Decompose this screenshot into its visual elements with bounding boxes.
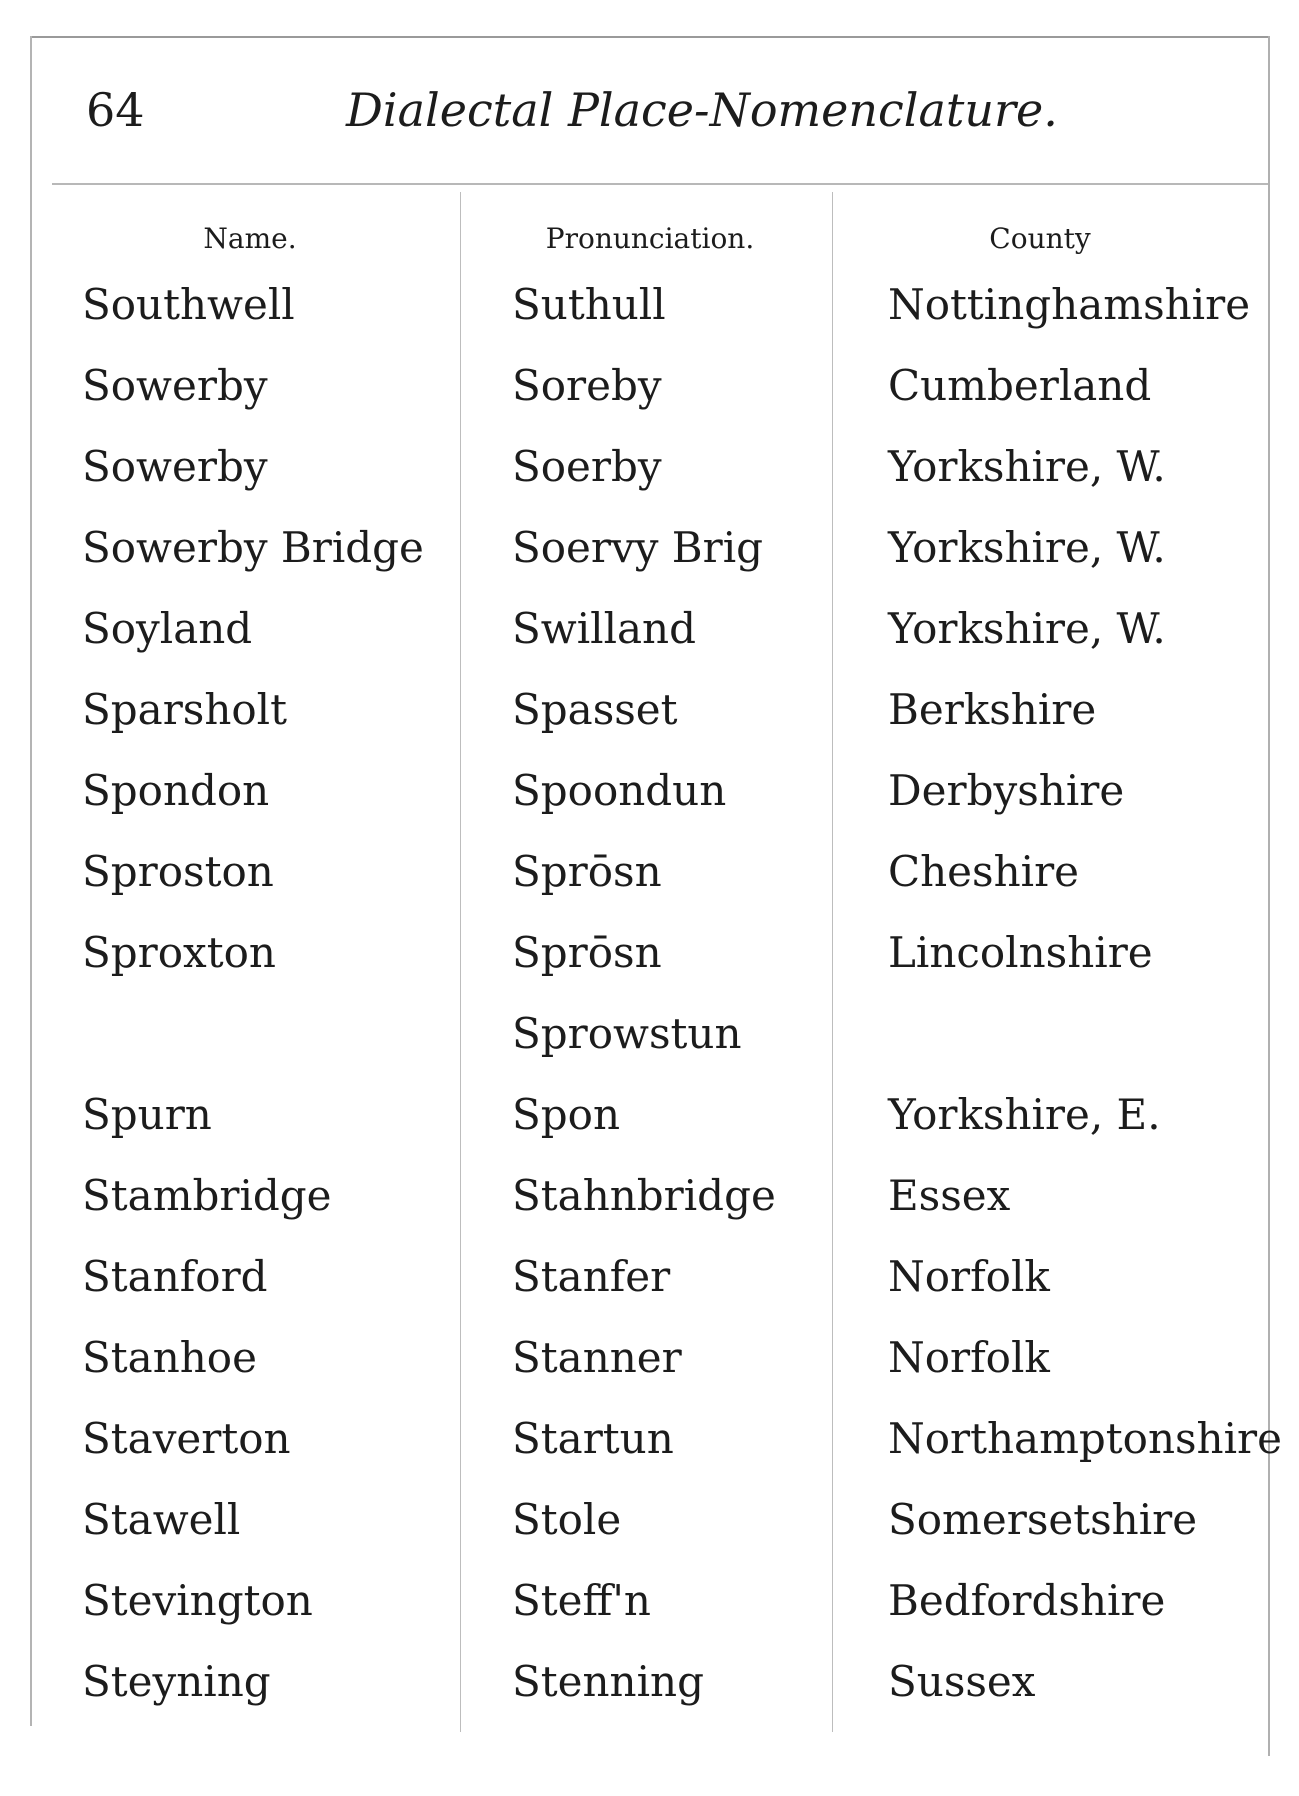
- county-cell: Essex: [888, 1171, 1011, 1220]
- column-header-county: County: [989, 222, 1091, 255]
- county-cell: Nottinghamshire: [888, 280, 1251, 329]
- table-row: [0, 357, 1299, 438]
- pronunciation-cell: Sprōsn: [512, 847, 662, 896]
- county-cell: Norfolk: [888, 1333, 1050, 1382]
- column-header-pronunciation: Pronunciation.: [545, 222, 755, 255]
- place-name-cell: Staverton: [82, 1414, 291, 1463]
- place-name-cell: Sproston: [82, 847, 274, 896]
- place-name-cell: Stanford: [82, 1252, 268, 1301]
- pronunciation-cell: Stole: [512, 1495, 622, 1544]
- table-row: [0, 843, 1299, 924]
- table-row: [0, 1329, 1299, 1410]
- place-name-cell: Spurn: [82, 1090, 212, 1139]
- place-name-cell: Stawell: [82, 1495, 241, 1544]
- pronunciation-cell: Stahnbridge: [512, 1171, 776, 1220]
- pronunciation-cell: Soreby: [512, 361, 662, 410]
- table-row: [0, 1410, 1299, 1491]
- table-row: [0, 1005, 1299, 1086]
- pronunciation-cell: Soervy Brig: [512, 523, 764, 572]
- pronunciation-cell: Sprōsn: [512, 928, 662, 977]
- place-name-cell: Sowerby Bridge: [82, 523, 424, 572]
- pronunciation-cell: Spasset: [512, 685, 678, 734]
- place-name-cell: Spondon: [82, 766, 270, 815]
- pronunciation-cell: Startun: [512, 1414, 674, 1463]
- county-cell: Bedfordshire: [888, 1576, 1166, 1625]
- place-name-table: [0, 276, 1299, 1734]
- county-cell: Yorkshire, W.: [888, 604, 1166, 653]
- place-name-cell: Stambridge: [82, 1171, 332, 1220]
- table-row: [0, 1248, 1299, 1329]
- place-name-cell: Stevington: [82, 1576, 313, 1625]
- table-row: [0, 681, 1299, 762]
- table-row: [0, 600, 1299, 681]
- place-name-cell: Sowerby: [82, 442, 268, 491]
- table-row: [0, 1491, 1299, 1572]
- county-cell: Northamptonshire: [888, 1414, 1282, 1463]
- pronunciation-cell: Stenning: [512, 1657, 704, 1706]
- county-cell: Yorkshire, W.: [888, 523, 1166, 572]
- table-row: [0, 1086, 1299, 1167]
- place-name-cell: Steyning: [82, 1657, 271, 1706]
- pronunciation-cell: Stanner: [512, 1333, 682, 1382]
- table-row: [0, 762, 1299, 843]
- county-cell: Somersetshire: [888, 1495, 1198, 1544]
- county-cell: Yorkshire, W.: [888, 442, 1166, 491]
- place-name-cell: Soyland: [82, 604, 253, 653]
- page-number: 64: [86, 83, 145, 137]
- place-name-cell: Southwell: [82, 280, 295, 329]
- county-cell: Yorkshire, E.: [888, 1090, 1161, 1139]
- county-cell: Lincolnshire: [888, 928, 1153, 977]
- place-name-cell: Sproxton: [82, 928, 276, 977]
- pronunciation-cell: Steff'n: [512, 1576, 651, 1625]
- county-cell: Norfolk: [888, 1252, 1050, 1301]
- county-cell: Derbyshire: [888, 766, 1125, 815]
- pronunciation-cell: Soerby: [512, 442, 662, 491]
- place-name-cell: Sowerby: [82, 361, 268, 410]
- header-rule: [52, 183, 1268, 185]
- table-row: [0, 1572, 1299, 1653]
- county-cell: Cheshire: [888, 847, 1080, 896]
- pronunciation-cell: Sprowstun: [512, 1009, 742, 1058]
- pronunciation-cell: Spon: [512, 1090, 620, 1139]
- frame-top-rule: [30, 36, 1270, 38]
- running-title: Dialectal Place-Nomenclature.: [346, 83, 1058, 137]
- county-cell: Sussex: [888, 1657, 1036, 1706]
- pronunciation-cell: Swilland: [512, 604, 696, 653]
- pronunciation-cell: Stanfer: [512, 1252, 671, 1301]
- table-row: [0, 438, 1299, 519]
- county-cell: Berkshire: [888, 685, 1097, 734]
- pronunciation-cell: Suthull: [512, 280, 666, 329]
- table-row: [0, 924, 1299, 1005]
- table-row: [0, 519, 1299, 600]
- table-row: [0, 1167, 1299, 1248]
- table-row: [0, 1653, 1299, 1734]
- place-name-cell: Stanhoe: [82, 1333, 257, 1382]
- pronunciation-cell: Spoondun: [512, 766, 727, 815]
- place-name-cell: Sparsholt: [82, 685, 287, 734]
- county-cell: Cumberland: [888, 361, 1152, 410]
- table-row: [0, 276, 1299, 357]
- column-header-name: Name.: [203, 222, 297, 255]
